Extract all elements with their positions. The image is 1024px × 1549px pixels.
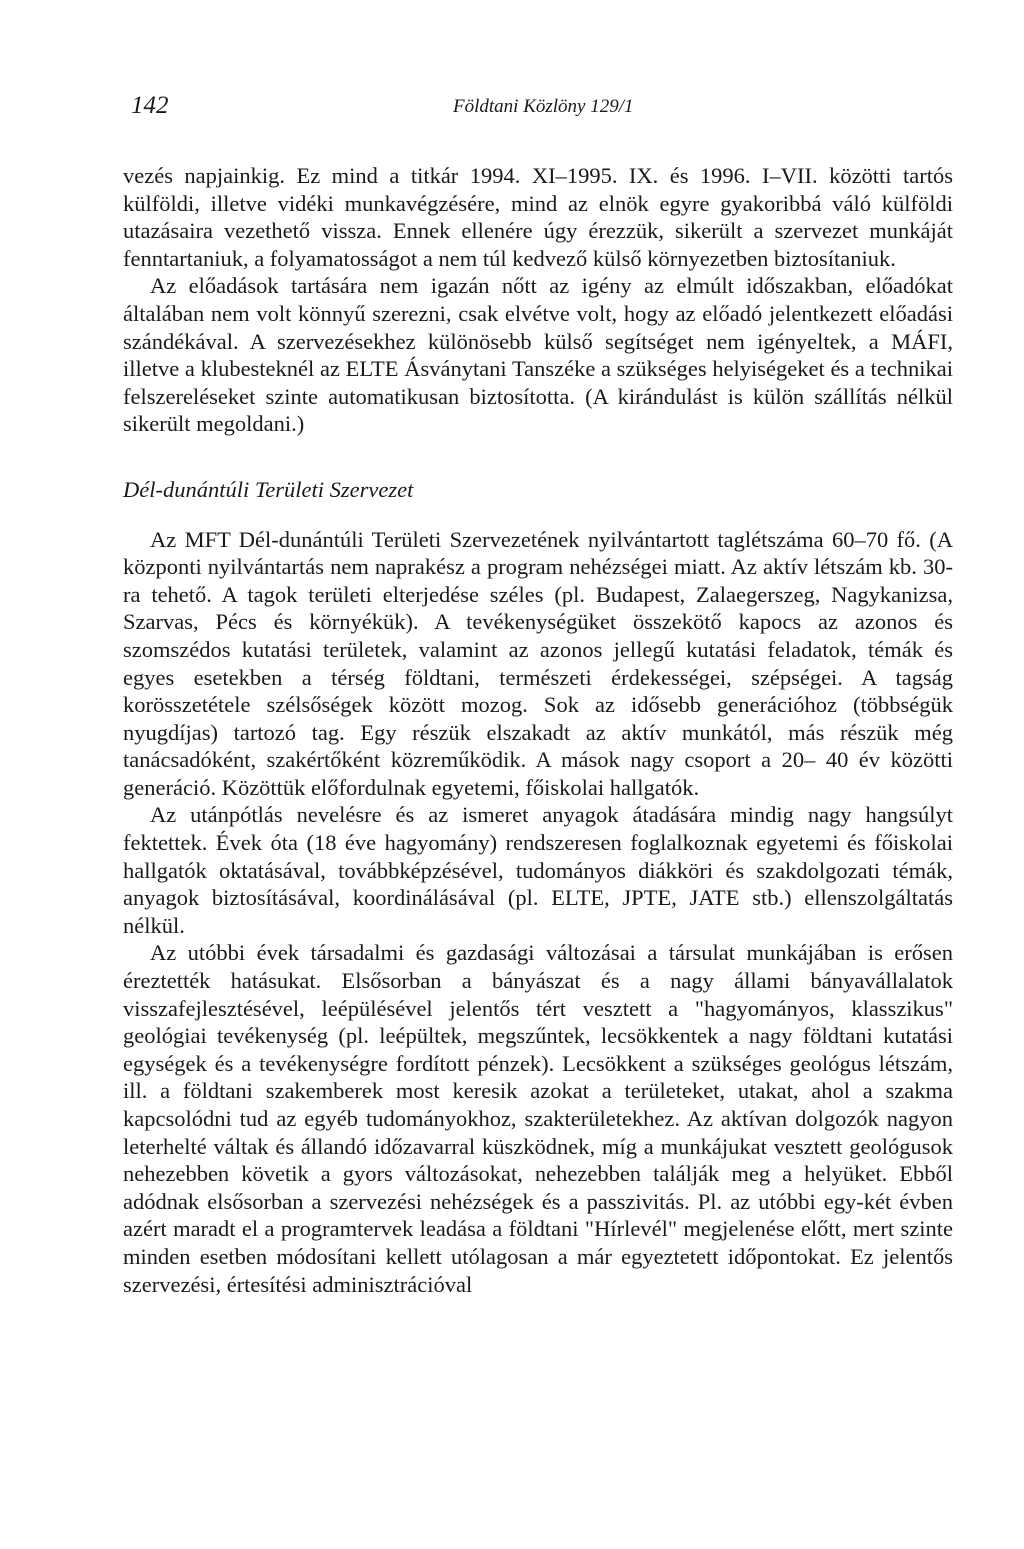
page-number: 142 — [131, 92, 169, 119]
document-page — [123, 92, 953, 1298]
paragraph-changes: Az utóbbi évek társadalmi és gazdasági változásai a társulat munkájában is erősen éreztették hatásukat. Elsősorban a bányászat és a nagy állami bányavállalatok visszafejlesztésével, leépülésével jelentős tért vesztett a "hagyományos, klasszikus" geológiai tevékenység (pl. leépültek, megszűntek, lecsökkentek a nagy földtani kutatási egységek és a tevékenységre fordított pénzek). Lecsökkent a szükséges geológus létszám, ill. a földtani szakemberek most keresik azokat a területeket, utakat, ahol a szakma kapcsolódni tud az egyéb tudományokhoz, szakterületekhez. Az aktívan dolgozók nagyon leterhelté váltak és állandó időzavarral küszködnek, míg a munkájukat vesztett geológusok nehezebben követik a gyors változásokat, nehezebben találják meg a helyüket. Ebből adódnak elsősorban a szervezési nehézségek és a passzivitás. Pl. az utóbbi egy-két évben azért maradt el a programtervek leadása a földtani "Hírlevél" megjelenése előtt, mert szinte minden esetben módosítani kellett utólagosan a már egyeztetett időpontokat. Ez jelentős szervezési, értesítési adminisztrációval — [123, 940, 953, 1297]
paragraph-membership: Az MFT Dél-dunántúli Területi Szervezetének nyilvántartott taglétszáma 60–70 fő. (A központi nyilvántartás nem naprakész a program nehézségei miatt. Az aktív létszám kb. 30-ra tehető. A tagok területi elterjedése széles (pl. Budapest, Zalaegerszeg, Nagykanizsa, Szarvas, Pécs és környékük). A tevékenységüket összekötő kapocs az azonos és szomszédos kutatási területek, valamint az azonos jellegű kutatási feladatok, témák és egyes esetekben a térség földtani, természeti érdekességei, szépségei. A tagság korösszetétele szélsőségek között mozog. Sok az idősebb generációhoz (többségük nyugdíjas) tartozó tag. Egy részük elszakadt az aktív munkától, más részük még tanácsadóként, szakértőként közreműködik. A mások nagy csoport a 20– 40 év közötti generáció. Közöttük előfordulnak egyetemi, főiskolai hallgatók. — [123, 526, 953, 800]
section-heading: Dél-dunántúli Területi Szervezet — [123, 476, 414, 502]
body-text — [123, 162, 953, 1298]
running-header — [123, 92, 953, 132]
journal-title: Földtani Közlöny 129/1 — [453, 96, 634, 117]
paragraph-lectures: Az előadások tartására nem igazán nőtt az igény az elmúlt időszakban, előadókat általában nem volt könnyű szerezni, csak elvétve volt, hogy az előadó jelentkezett előadási szándékával. A szervezésekhez különösebb külső segítséget nem igényeltek, a MÁFI, illetve a klubesteknél az ELTE Ásványtani Tanszéke a szükséges helyiségeket és a technikai felszereléseket szinte automatikusan biztosította. (A kirándulást is külön szállítás nélkül sikerült megoldani.) — [123, 273, 953, 437]
paragraph-education: Az utánpótlás nevelésre és az ismeret anyagok átadására mindig nagy hangsúlyt fektettek. Évek óta (18 éve hagyomány) rendszeresen foglalkoznak egyetemi és főiskolai hallgatók oktatásával, továbbképzésével, tudományos diákköri és szakdolgozati témák, anyagok biztosításával, koordinálásával (pl. ELTE, JPTE, JATE stb.) ellenszolgáltatás nélkül. — [123, 802, 953, 938]
paragraph-continuation: vezés napjainkig. Ez mind a titkár 1994. XI–1995. IX. és 1996. I–VII. közötti tartós külföldi, illetve vidéki munkavégzésére, mind az elnök egyre gyakoribbá váló külföldi utazásaira vezethető vissza. Ennek ellenére úgy érezzük, sikerült a szervezet munkáját fenntartaniuk, a folyamatosságot a nem túl kedvező külső környezetben biztosítaniuk. — [123, 163, 953, 271]
